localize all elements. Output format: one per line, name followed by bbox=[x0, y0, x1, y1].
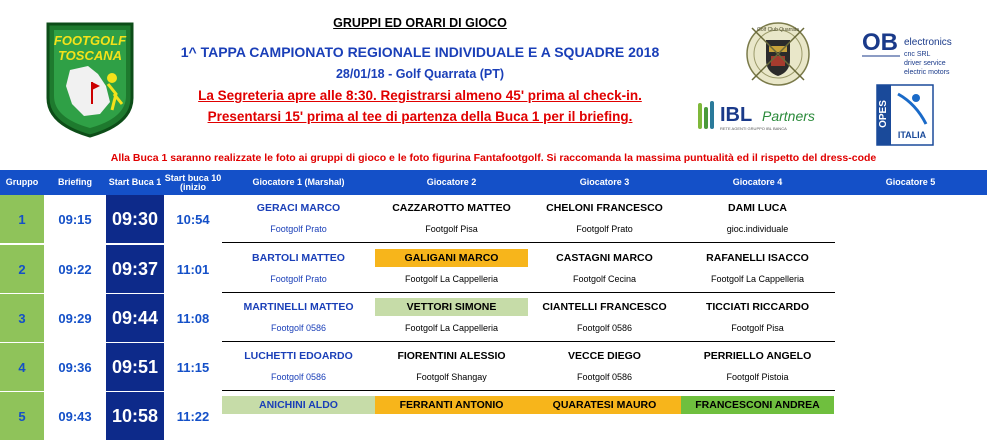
ob-logo-line2: cnc SRL bbox=[904, 51, 931, 58]
player-3-name: CIANTELLI FRANCESCO bbox=[542, 301, 667, 313]
row-divider bbox=[222, 390, 835, 391]
start-buca-10-time: 10:54 bbox=[176, 211, 210, 227]
start-buca-1-time: 09:51 bbox=[106, 343, 164, 391]
col-header-player-5: Giocatore 5 bbox=[885, 177, 936, 187]
table-row bbox=[0, 245, 987, 293]
opes-logo-top: OPES bbox=[878, 100, 889, 128]
player-4-name: FRANCESCONI ANDREA bbox=[681, 396, 834, 414]
start-buca-10-time: 11:08 bbox=[176, 310, 210, 326]
opes-logo-bottom: ITALIA bbox=[897, 130, 927, 140]
start-buca-10-time: 11:01 bbox=[176, 261, 210, 277]
group-number: 1 bbox=[0, 195, 44, 243]
ob-logo-line3: driver service bbox=[904, 60, 946, 67]
player-4-name: DAMI LUCA bbox=[728, 202, 787, 214]
player-3-name: VECCE DIEGO bbox=[568, 350, 641, 362]
golf-club-quarrata-logo bbox=[738, 20, 818, 88]
col-header-group: Gruppo bbox=[5, 177, 39, 187]
player-2-team: Footgolf La Cappelleria bbox=[404, 274, 499, 284]
event-date-location: 28/01/18 - Golf Quarrata (PT) bbox=[335, 67, 505, 81]
ob-electronics-logo bbox=[858, 28, 970, 78]
notice-registration: La Segreteria apre alle 8:30. Registrarsi almeno 45' prima al check-in. bbox=[198, 88, 642, 103]
player-1-team: Footgolf 0586 bbox=[270, 372, 327, 382]
player-3-team: Footgolf Prato bbox=[576, 224, 633, 234]
player-3-name: QUARATESI MAURO bbox=[528, 396, 681, 414]
player-3-team: Footgolf 0586 bbox=[576, 323, 633, 333]
ibl-logo-tag: RETE AGENTI GRUPPO IBL BANCA bbox=[720, 126, 787, 131]
event-title: 1^ TAPPA CAMPIONATO REGIONALE INDIVIDUALE E A SQUADRE 2018 bbox=[180, 44, 660, 60]
player-4-team: Footgolf Pistoia bbox=[726, 372, 789, 382]
col-header-start-buca-1: Start Buca 1 bbox=[108, 177, 162, 187]
player-1-team: Footgolf Prato bbox=[270, 224, 327, 234]
group-number: 5 bbox=[0, 392, 44, 440]
player-1-name: GERACI MARCO bbox=[256, 202, 341, 214]
player-1-name: BARTOLI MATTEO bbox=[252, 252, 345, 264]
player-3-name: CASTAGNI MARCO bbox=[556, 252, 653, 264]
start-buca-1-time: 09:37 bbox=[106, 245, 164, 293]
player-2-name: FIORENTINI ALESSIO bbox=[397, 350, 506, 362]
ob-logo-big: OB bbox=[862, 29, 898, 56]
row-divider bbox=[222, 341, 835, 342]
table-row bbox=[0, 392, 987, 440]
col-header-player-3: Giocatore 3 bbox=[579, 177, 630, 187]
briefing-time: 09:29 bbox=[58, 310, 92, 326]
player-2-team: Footgolf Shangay bbox=[416, 372, 487, 382]
player-4-team: Footgolf La Cappelleria bbox=[710, 274, 805, 284]
ob-logo-line4: electric motors bbox=[904, 69, 950, 76]
table-row bbox=[0, 343, 987, 391]
briefing-time: 09:22 bbox=[58, 261, 92, 277]
player-4-name: TICCIATI RICCARDO bbox=[705, 301, 810, 313]
table-row bbox=[0, 195, 987, 243]
player-2-team: Footgolf La Cappelleria bbox=[404, 323, 499, 333]
player-3-name: CHELONI FRANCESCO bbox=[546, 202, 663, 214]
row-divider bbox=[222, 242, 835, 243]
briefing-time: 09:43 bbox=[58, 408, 92, 424]
golfclub-logo-text: Golf Club Quarrata bbox=[757, 27, 799, 33]
player-1-team: Footgolf 0586 bbox=[270, 323, 327, 333]
player-2-name: GALIGANI MARCO bbox=[375, 249, 528, 267]
player-4-name: RAFANELLI ISACCO bbox=[706, 252, 809, 264]
start-buca-10-time: 11:15 bbox=[176, 359, 210, 375]
player-2-name: FERRANTI ANTONIO bbox=[375, 396, 528, 414]
col-header-player-4: Giocatore 4 bbox=[732, 177, 783, 187]
table-row bbox=[0, 294, 987, 342]
row-divider bbox=[222, 292, 835, 293]
col-header-briefing: Briefing bbox=[57, 177, 92, 187]
briefing-time: 09:15 bbox=[58, 211, 92, 227]
start-buca-1-time: 09:30 bbox=[106, 195, 164, 243]
player-4-name: PERRIELLO ANGELO bbox=[703, 350, 812, 362]
col-header-player-2: Giocatore 2 bbox=[426, 177, 477, 187]
player-1-name: MARTINELLI MATTEO bbox=[243, 301, 354, 313]
opes-italia-logo bbox=[876, 84, 934, 146]
col-header-start-buca-10: Start buca 10 (inizio bbox=[164, 172, 222, 192]
player-2-team: Footgolf Pisa bbox=[425, 224, 478, 234]
player-2-name: CAZZAROTTO MATTEO bbox=[392, 202, 511, 214]
ob-logo-line1: electronics bbox=[904, 37, 952, 48]
footgolf-toscana-logo bbox=[40, 20, 140, 138]
group-number: 2 bbox=[0, 245, 44, 293]
player-3-team: Footgolf 0586 bbox=[576, 372, 633, 382]
group-number: 4 bbox=[0, 343, 44, 391]
group-number: 3 bbox=[0, 294, 44, 342]
briefing-time: 09:36 bbox=[58, 359, 92, 375]
ibl-logo-partners: Partners bbox=[762, 108, 815, 124]
footgolf-logo-line1: FOOTGOLF bbox=[53, 33, 127, 48]
player-4-team: gioc.individuale bbox=[726, 224, 789, 234]
player-1-name: LUCHETTI EDOARDO bbox=[244, 350, 353, 362]
start-buca-1-time: 10:58 bbox=[106, 392, 164, 440]
photo-note: Alla Buca 1 saranno realizzate le foto ai gruppi di gioco e le foto figurina Fantafootgolf. Si raccomanda la massima puntualità ed il rispetto del dress-code bbox=[110, 152, 877, 164]
player-1-team: Footgolf Prato bbox=[270, 274, 327, 284]
start-buca-10-time: 11:22 bbox=[176, 408, 210, 424]
player-2-name: VETTORI SIMONE bbox=[375, 298, 528, 316]
page-title: GRUPPI ED ORARI DI GIOCO bbox=[333, 16, 507, 30]
player-3-team: Footgolf Cecina bbox=[572, 274, 637, 284]
col-header-player-1: Giocatore 1 (Marshal) bbox=[252, 177, 345, 187]
player-4-team: Footgolf Pisa bbox=[731, 323, 784, 333]
table-header bbox=[0, 170, 987, 195]
footgolf-logo-line2: TOSCANA bbox=[57, 48, 123, 63]
ibl-partners-logo bbox=[696, 97, 836, 133]
ibl-logo-brand: IBL bbox=[720, 104, 753, 126]
player-1-name: ANICHINI ALDO bbox=[222, 396, 375, 414]
notice-briefing: Presentarsi 15' prima al tee di partenza della Buca 1 per il briefing. bbox=[207, 109, 633, 124]
start-buca-1-time: 09:44 bbox=[106, 294, 164, 342]
